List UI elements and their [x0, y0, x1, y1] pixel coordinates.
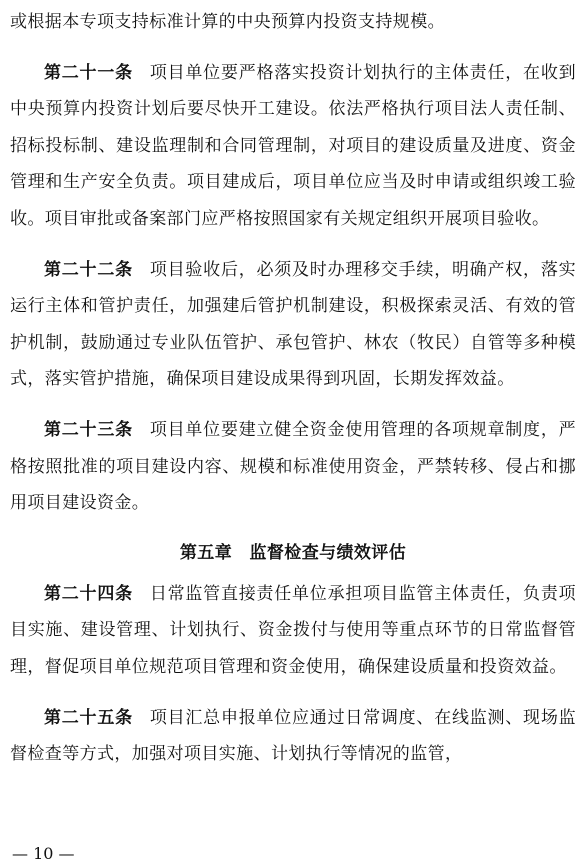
article-heading: 第二十二条 — [44, 259, 133, 280]
article-text: 项目单位要严格落实投资计划执行的主体责任，在收到中央预算内投资计划后要尽快开工建设。依法严格执行项目法人责任制、招标投标制、建设监理制和合同管理制，对项目的建设质量及进度、资金管理和生产安全负责。项目建成后，项目单位应当及时申请或组织竣工验收。项目审批或备案部门应严格按照国家有关规定组织开展项目验收。 — [10, 62, 576, 229]
article-heading: 第二十三条 — [44, 419, 133, 440]
article-23 — [10, 412, 576, 522]
document-body — [10, 4, 576, 787]
article-21 — [10, 55, 576, 238]
article-text: 项目汇总申报单位应通过日常调度、在线监测、现场监督检查等方式，加强对项目实施、计划执行等情况的监管， — [10, 707, 576, 765]
article-25 — [10, 700, 576, 773]
article-text: 项目验收后，必须及时办理移交手续，明确产权，落实运行主体和管护责任，加强建后管护机制建设，积极探索灵活、有效的管护机制，鼓励通过专业队伍管护、承包管护、林农（牧民）自管等多种模式，落实管护措施，确保项目建设成果得到巩固，长期发挥效益。 — [10, 259, 576, 390]
article-22 — [10, 252, 576, 398]
article-24 — [10, 576, 576, 686]
paragraph-text: 或根据本专项支持标准计算的中央预算内投资支持规模。 — [10, 12, 445, 32]
article-heading: 第二十五条 — [44, 707, 133, 728]
article-heading: 第二十一条 — [44, 62, 133, 83]
continuation-paragraph — [10, 4, 576, 41]
article-heading: 第二十四条 — [44, 583, 133, 604]
page-number: — 10 — — [12, 844, 75, 863]
article-text: 日常监管直接责任单位承担项目监管主体责任，负责项目实施、建设管理、计划执行、资金拨付与使用等重点环节的日常监督管理，督促项目单位规范项目管理和资金使用，确保建设质量和投资效益。 — [10, 583, 576, 677]
chapter-heading: 第五章 监督检查与绩效评估 — [179, 542, 407, 563]
article-text: 项目单位要建立健全资金使用管理的各项规章制度，严格按照批准的项目建设内容、规模和标准使用资金，严禁转移、侵占和挪用项目建设资金。 — [10, 419, 576, 514]
